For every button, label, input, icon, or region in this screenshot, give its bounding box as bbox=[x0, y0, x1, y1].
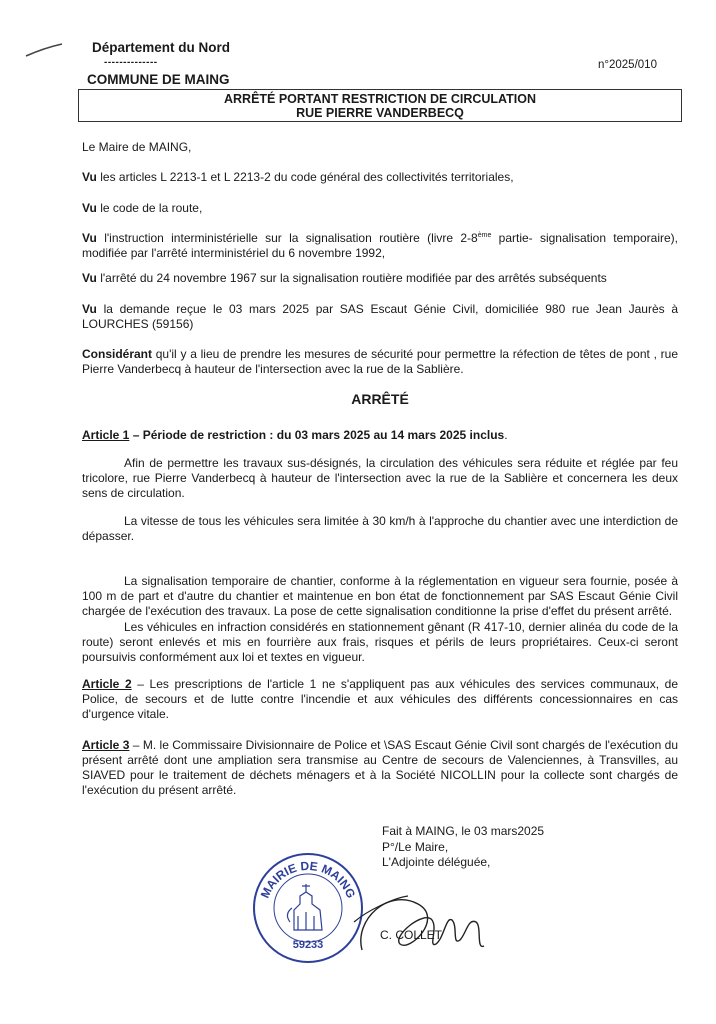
article-1-paragraph-1: Afin de permettre les travaux sus-désignés, la circulation des véhicules sera réduite et réglée par feu tricolore, rue Pierre Vanderbecq à hauteur de l'intersection avec la rue de la Sablière et concernera les deux sens de circulation. bbox=[82, 456, 678, 500]
signature-for-mayor: P°/Le Maire, bbox=[382, 839, 449, 854]
article-1-paragraph-3: La signalisation temporaire de chantier, conforme à la réglementation en vigueur sera fournie, posée à 100 m de part et d'autre du chantier et maintenue en bon état de fonctionnement par SAS Escaut Génie Civil chargée de l'exécution des travaux. La pose de cette signalisation conditionne la prise d'effet du présent arrêté. bbox=[82, 574, 678, 618]
article-1-paragraph-4: Les véhicules en infraction considérés en stationnement gênant (R 417-10, dernier alinéa du code de la route) seront enlevés et mis en fourrière aux frais, risques et périls de leurs propriétaires. Ceux-ci seront poursuivis conformément aux loi et textes en vigueur. bbox=[82, 620, 678, 664]
article-1-title-end: . bbox=[504, 428, 508, 442]
signature-role: L'Adjointe déléguée, bbox=[382, 855, 491, 869]
article-1-title: – Période de restriction : du 03 mars 2025 au 14 mars 2025 inclus bbox=[129, 428, 505, 442]
vu-text: l'arrêté du 24 novembre 1967 sur la signalisation routière modifiée par des arrêtés subséquents bbox=[96, 271, 607, 285]
article-1-heading bbox=[82, 428, 678, 443]
preamble-intro: Le Maire de MAING, bbox=[82, 140, 192, 154]
vu-keyword: Vu bbox=[82, 271, 97, 285]
decree-heading: ARRÊTÉ bbox=[351, 391, 409, 407]
decree-title-box bbox=[78, 89, 682, 122]
header-separator: -------------- bbox=[104, 57, 158, 68]
article-2-label: Article 2 bbox=[82, 677, 132, 691]
preamble-vu-5 bbox=[82, 302, 678, 332]
vu-keyword: Vu bbox=[82, 170, 97, 184]
preamble-vu-4 bbox=[82, 271, 678, 286]
article-3-label: Article 3 bbox=[82, 738, 130, 752]
decree-title-line1: ARRÊTÉ PORTANT RESTRICTION DE CIRCULATION bbox=[223, 92, 537, 106]
vu-text: le code de la route, bbox=[96, 201, 203, 215]
vu-keyword: Vu bbox=[82, 302, 97, 316]
preamble-vu-1 bbox=[82, 170, 678, 185]
vu-keyword: Vu bbox=[82, 201, 97, 215]
signature-block bbox=[382, 824, 544, 871]
commune-label: COMMUNE DE MAING bbox=[87, 72, 230, 87]
article-3-text: – M. le Commissaire Divisionnaire de Police et \SAS Escaut Génie Civil sont chargés de l'exécution du présent arrêté dont une ampliation sera transmise au Centre de secours de Valenciennes, à Transvilles, au SIAVED pour le traitement de déchets ménagers et à la Société NICOLLIN pour la collecte sont chargés de l'exécution du présent arrêté. bbox=[82, 738, 679, 797]
superscript: ème bbox=[477, 232, 492, 239]
handwritten-signature bbox=[348, 880, 498, 960]
preamble-vu-2 bbox=[82, 201, 678, 216]
vu-text: les articles L 2213-1 et L 2213-2 du code général des collectivités territoriales, bbox=[96, 170, 514, 184]
vu-text: partie- signalisation temporaire), modifiée par l'arrêté interministériel du 6 novembre 1992, bbox=[82, 231, 678, 260]
preamble-considering bbox=[82, 347, 678, 377]
decree-title-line2: RUE PIERRE VANDERBECQ bbox=[296, 106, 464, 120]
vu-keyword: Vu bbox=[82, 231, 97, 245]
preamble-vu-3 bbox=[82, 228, 678, 261]
considering-text: qu'il y a lieu de prendre les mesures de sécurité pour permettre la réfection de têtes de pont , rue Pierre Vanderbecq à hauteur de l'intersection avec la rue de la Sablière. bbox=[82, 347, 678, 376]
article-3 bbox=[82, 738, 678, 798]
vu-text: l'instruction interministérielle sur la signalisation routière (livre 2-8 bbox=[96, 231, 478, 245]
article-1-label: Article 1 bbox=[82, 428, 130, 442]
pen-mark bbox=[22, 40, 66, 60]
stamp-emblem bbox=[287, 884, 322, 930]
article-2-text: – Les prescriptions de l'article 1 ne s'appliquent pas aux véhicules des services communaux, de Police, de secours et de lutte contre l'incendie et aux véhicules des différents concessionnaires en cas d'urgence vitale. bbox=[82, 677, 678, 721]
decree-number: n°2025/010 bbox=[598, 59, 657, 71]
stamp-postcode: 59233 bbox=[292, 939, 324, 951]
vu-text: la demande reçue le 03 mars 2025 par SAS Escaut Génie Civil, domiciliée 980 rue Jean Jaurès à LOURCHES (59156) bbox=[82, 302, 678, 331]
article-1-paragraph-2: La vitesse de tous les véhicules sera limitée à 30 km/h à l'approche du chantier avec une interdiction de dépasser. bbox=[82, 514, 678, 543]
stamp-top-text: MAIRIE DE MAING bbox=[257, 858, 359, 901]
article-2 bbox=[82, 677, 678, 722]
signature-place-date: Fait à MAING, le 03 mars2025 bbox=[382, 824, 545, 838]
considering-keyword: Considérant bbox=[82, 347, 153, 361]
department-label: Département du Nord bbox=[92, 40, 231, 55]
signatory-name: C. COLLET bbox=[380, 928, 443, 942]
